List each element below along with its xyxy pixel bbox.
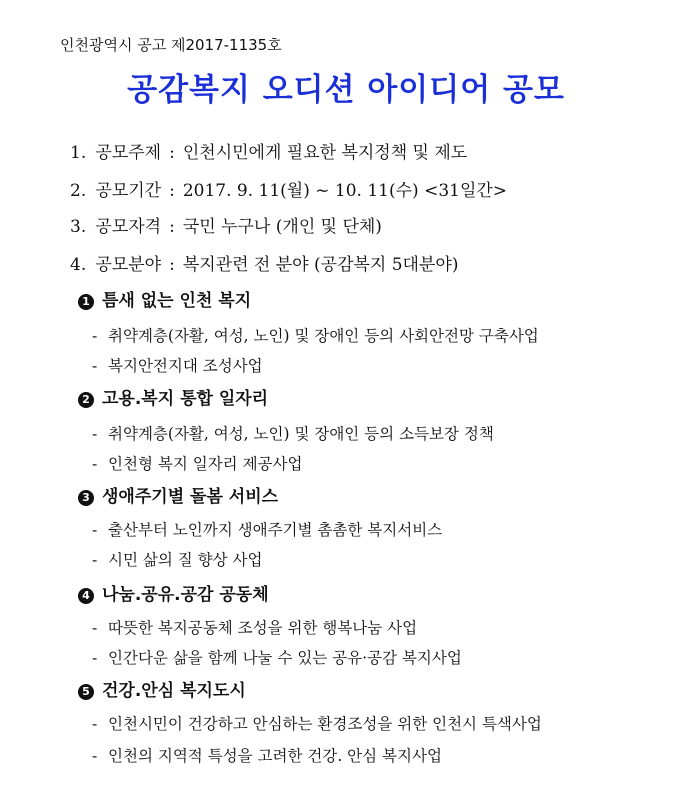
page-title: 공감복지 오디션 아이디어 공모 bbox=[127, 72, 565, 108]
section-number: 4. bbox=[70, 255, 87, 275]
category-title: 생애주기별 돌봄 서비스 bbox=[102, 487, 279, 507]
dash-marker: - bbox=[92, 521, 98, 539]
dash-marker: - bbox=[92, 357, 98, 375]
list-item bbox=[92, 746, 442, 766]
section-label: 공모분야 bbox=[95, 255, 162, 275]
section-number: 2. bbox=[70, 181, 87, 201]
dash-marker: - bbox=[92, 425, 98, 443]
number-bullet-icon: 3 bbox=[78, 490, 94, 506]
number-bullet-icon: 2 bbox=[78, 392, 94, 408]
list-item-text: 인천시민이 건강하고 안심하는 환경조성을 위한 인천시 특색사업 bbox=[108, 715, 542, 733]
list-item-text: 인간다운 삶을 함께 나눌 수 있는 공유·공감 복지사업 bbox=[108, 649, 462, 667]
dash-marker: - bbox=[92, 715, 98, 733]
list-item-text: 출산부터 노인까지 생애주기별 촘촘한 복지서비스 bbox=[108, 521, 443, 539]
section-number: 3. bbox=[70, 217, 87, 237]
list-item-text: 인천의 지역적 특성을 고려한 건강. 안심 복지사업 bbox=[108, 747, 442, 765]
number-bullet-icon: 4 bbox=[78, 588, 94, 604]
list-item bbox=[92, 520, 442, 540]
section-value: 국민 누구나 (개인 및 단체) bbox=[182, 217, 382, 237]
category-title: 고용.복지 통합 일자리 bbox=[102, 389, 269, 409]
section-separator: : bbox=[169, 181, 175, 201]
category-heading bbox=[78, 486, 278, 508]
list-item-text: 취약계층(자활, 여성, 노인) 및 장애인 등의 사회안전망 구축사업 bbox=[108, 327, 539, 345]
category-heading bbox=[78, 680, 246, 702]
section-separator: : bbox=[169, 255, 175, 275]
dash-marker: - bbox=[92, 747, 98, 765]
list-item-text: 시민 삶의 질 향상 사업 bbox=[108, 551, 263, 569]
section-label: 공모기간 bbox=[95, 181, 162, 201]
number-bullet-icon: 1 bbox=[78, 294, 94, 310]
section-period bbox=[70, 180, 507, 202]
notice-number: 인천광역시 공고 제2017-1135호 bbox=[60, 36, 282, 54]
list-item bbox=[92, 550, 262, 570]
dash-marker: - bbox=[92, 455, 98, 473]
section-separator: : bbox=[169, 217, 175, 237]
list-item bbox=[92, 424, 494, 444]
section-label: 공모자격 bbox=[95, 217, 162, 237]
category-title: 나눔.공유.공감 공동체 bbox=[102, 585, 269, 605]
section-number: 1. bbox=[70, 143, 87, 163]
dash-marker: - bbox=[92, 551, 98, 569]
list-item-text: 따뜻한 복지공동체 조성을 위한 행복나눔 사업 bbox=[108, 619, 418, 637]
category-title: 건강.안심 복지도시 bbox=[102, 681, 246, 701]
section-field bbox=[70, 254, 458, 276]
list-item bbox=[92, 648, 462, 668]
section-topic bbox=[70, 142, 467, 164]
section-label: 공모주제 bbox=[95, 143, 162, 163]
category-heading bbox=[78, 388, 268, 410]
section-eligibility bbox=[70, 216, 382, 238]
list-item bbox=[92, 356, 263, 376]
number-bullet-icon: 5 bbox=[78, 684, 94, 700]
section-value: 2017. 9. 11(월) ~ 10. 11(수) <31일간> bbox=[182, 181, 508, 201]
list-item-text: 취약계층(자활, 여성, 노인) 및 장애인 등의 소득보장 정책 bbox=[108, 425, 494, 443]
category-title: 틈새 없는 인천 복지 bbox=[102, 291, 252, 311]
list-item bbox=[92, 618, 417, 638]
list-item-text: 복지안전지대 조성사업 bbox=[108, 357, 263, 375]
list-item-text: 인천형 복지 일자리 제공사업 bbox=[108, 455, 303, 473]
dash-marker: - bbox=[92, 619, 98, 637]
section-separator: : bbox=[169, 143, 175, 163]
dash-marker: - bbox=[92, 327, 98, 345]
category-heading bbox=[78, 584, 269, 606]
list-item bbox=[92, 326, 539, 346]
section-value: 복지관련 전 분야 (공감복지 5대분야) bbox=[182, 255, 459, 275]
list-item bbox=[92, 714, 542, 734]
dash-marker: - bbox=[92, 649, 98, 667]
list-item bbox=[92, 454, 302, 474]
category-heading bbox=[78, 290, 251, 312]
section-value: 인천시민에게 필요한 복지정책 및 제도 bbox=[182, 143, 468, 163]
